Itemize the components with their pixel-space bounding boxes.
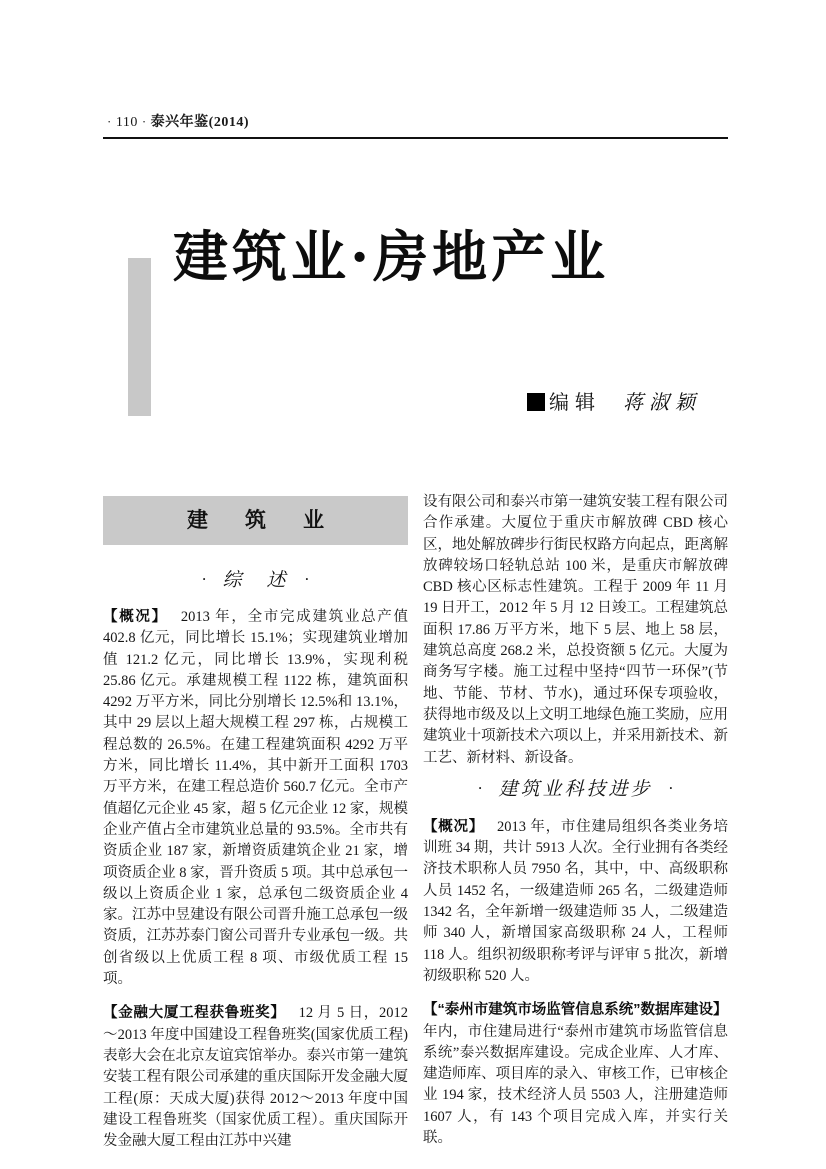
editor-name: 蒋淑颖 bbox=[623, 390, 701, 414]
entry-head: 【概况】 bbox=[103, 609, 168, 625]
dot-ornament: · bbox=[668, 778, 674, 797]
section-title-box bbox=[103, 496, 408, 545]
header-rule-divider bbox=[103, 137, 728, 139]
dot-ornament: · bbox=[304, 570, 310, 588]
content-columns bbox=[103, 492, 728, 1152]
entry-head: 【“泰州市建筑市场监管信息系统”数据库建设】 bbox=[423, 1002, 728, 1019]
entry-body: 2013 年，全市完成建筑业总产值 402.8 亿元，同比增长 15.1%；实现建筑业增加值 121.2 亿元，同比增长 13.9%，实现利税 25.86 亿元。承建规模工程 1122 栋，建筑面积 4292 万平方米，同比分别增长 12.5%和 13.1%，其中 29 层以上超大规模工程 297 栋，占规模工程总数的 26.5%。在建工程建筑面积 4292 万平方米，同比增长 11.4%，其中新开工面积 1703 万平方米，在建工程总造价 560.7 亿元。全市产值超亿元企业 45 家，超 5 亿元企业 12 家，规模企业产值占全市建筑业总量的 93.5%。全市共有资质企业 187 家，新增资质建筑企业 21 家，增项资质企业 8 家，晋升资质 5 项。其中总承包一级以上资质企业 1 家，总承包二级资质企业 4 家。江苏中昱建设有限公司晋升施工总承包一级资质，江苏苏泰门窗公司晋升专业承包一级。共创省级以上优质工程 8 项、市级优质工程 15 项。 bbox=[103, 609, 408, 988]
continuation-paragraph bbox=[423, 492, 728, 769]
entry-body: 设有限公司和泰兴市第一建筑安装工程有限公司合作承建。大厦位于重庆市解放碑 CBD 核心区，地处解放碑步行街民权路方向起点，距离解放碑较场口轻轨总站 100 米，是重庆市解放碑 CBD 核心区标志性建筑。工程于 2009 年 11 月 19 日开工，2012 年 5 月 12 日竣工。工程建筑总面积 17.86 万平方米，地下 5 层、地上 58 层，建筑总高度 268.2 米，总投资额 5 亿元。大厦为商务写字楼。施工过程中坚持“四节一环保”(节地、节能、节材、节水)，通过环保专项验收，获得地市级及以上文明工地绿色施工奖励，应用建筑业十项新技术六项以上，并采用新技术、新工艺、新材料、新设备。 bbox=[423, 494, 728, 766]
right-column bbox=[423, 492, 728, 1149]
header-dot-ornament: · bbox=[141, 114, 147, 129]
entry-head: 【金融大厦工程获鲁班奖】 bbox=[103, 1005, 286, 1022]
chapter-accent-bar bbox=[128, 258, 151, 416]
dot-ornament: · bbox=[201, 570, 207, 588]
entry-head: 【概况】 bbox=[423, 818, 485, 835]
book-title: 泰兴年鉴(2014) bbox=[150, 115, 249, 130]
subsection-heading-overview bbox=[103, 567, 408, 592]
entry-paragraph bbox=[103, 607, 408, 990]
section-title: 建 筑 业 bbox=[187, 507, 332, 532]
left-column bbox=[103, 492, 408, 1152]
subsection-heading-science-progress bbox=[423, 776, 728, 801]
subsection-title: 建筑业科技进步 bbox=[498, 777, 653, 800]
header-dot-ornament: · bbox=[107, 114, 112, 129]
subsection-title: 综 述 bbox=[222, 569, 289, 591]
entry-body: 2013 年，市住建局组织各类业务培训班 34 期，共计 5913 人次。全行业拥有各类经济技术职称人员 7950 名，其中，中、高级职称人员 1452 名，一级建造师 265 名，二级建造师 1342 名，全年新增一级建造师 35 人，二级建造师 340 人，新增国家高级职称 24 人，工程师 118 人。组织初级职称考评与评审 5 批次，新增初级职称 520 人。 bbox=[423, 818, 729, 984]
entry-paragraph bbox=[423, 1000, 728, 1149]
dot-ornament: · bbox=[477, 778, 483, 797]
editor-line bbox=[527, 390, 701, 415]
editor-label: 编辑 bbox=[549, 392, 601, 414]
page-number: 110 bbox=[115, 115, 138, 130]
editor-square-icon bbox=[527, 393, 545, 411]
entry-paragraph bbox=[103, 1003, 408, 1152]
running-header bbox=[103, 113, 728, 132]
entry-paragraph bbox=[423, 817, 728, 987]
entry-body: 年内，市住建局进行“泰州市建筑市场监管信息系统”泰兴数据库建设。完成企业库、人才库、建造师库、项目库的录入、审核工作，已审核企业 194 家，技术经济人员 5503 人，注册建造师 1607 人，有 143 个项目完成入库，并实行关联。 bbox=[423, 1023, 728, 1147]
entry-body: 12 月 5 日，2012～2013 年度中国建设工程鲁班奖(国家优质工程)表彰大会在北京友谊宾馆举办。泰兴市第一建筑安装工程有限公司承建的重庆国际开发金融大厦工程(原：天成大厦)获得 2012～2013 年度中国建设工程鲁班奖（国家优质工程）。重庆国际开发金融大厦工程由江苏中兴建 bbox=[103, 1005, 409, 1150]
chapter-title: 建筑业·房地产业 bbox=[173, 224, 610, 289]
